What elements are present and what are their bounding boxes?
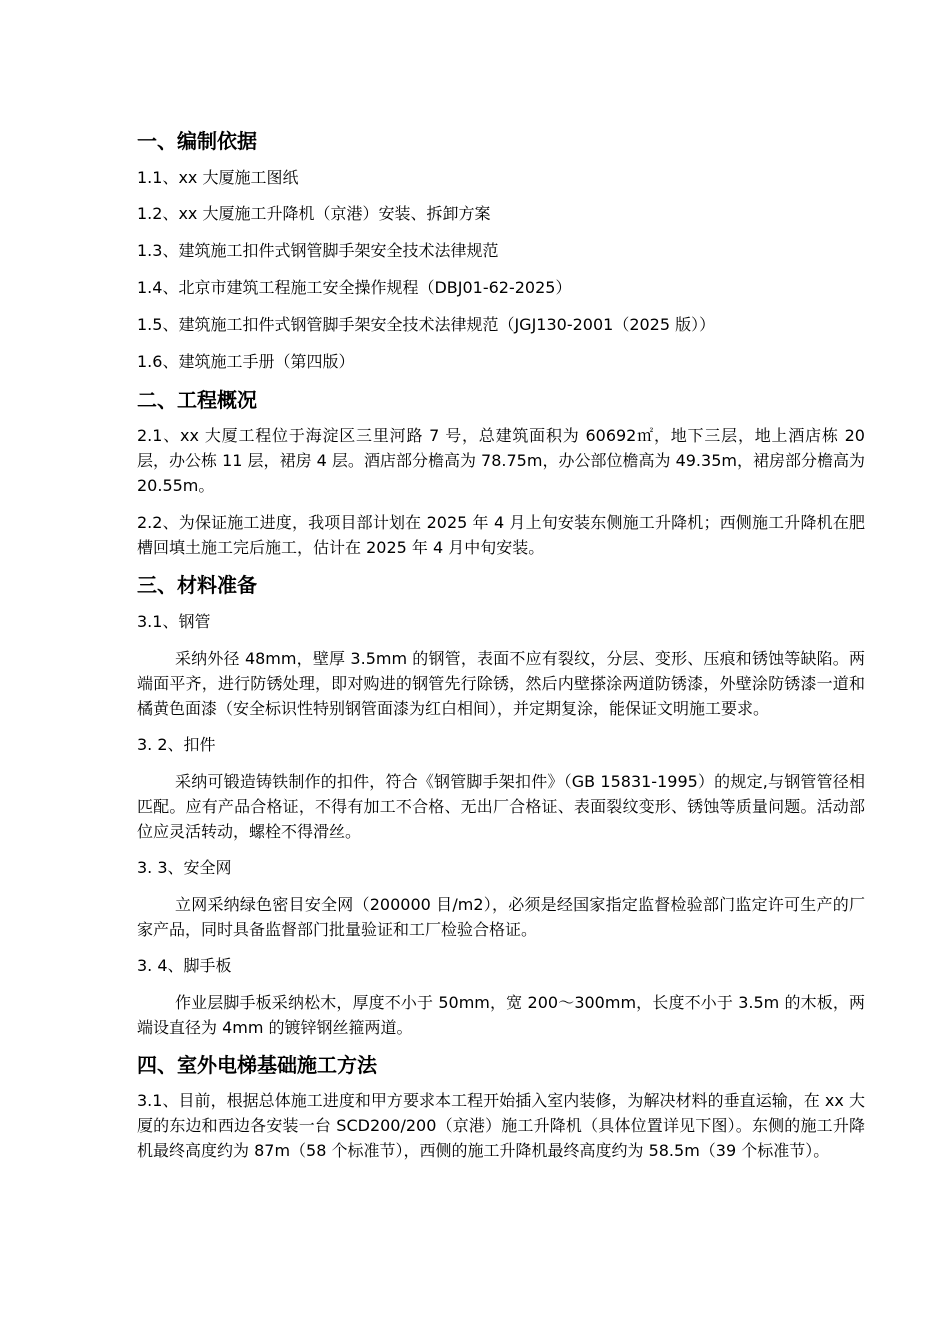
list-item: 1.1、xx 大厦施工图纸 xyxy=(137,168,299,187)
list-item: 1.5、建筑施工扣件式钢管脚手架安全技术法律规范（JGJ130-2001（2025 版）） xyxy=(137,315,716,334)
paragraph: 作业层脚手板采纳松木，厚度不小于 50mm，宽 200～300mm，长度不小于 3.5m 的木板，两端设直径为 4mm 的镀锌钢丝箍两道。 xyxy=(137,993,865,1037)
section-heading-basis: 一、编制依据 xyxy=(137,129,257,153)
paragraph: 2.2、为保证施工进度，我项目部计划在 2025 年 4 月上旬安装东侧施工升降机；西侧施工升降机在肥槽回填土施工完后施工，估计在 2025 年 4 月中旬安装。 xyxy=(137,513,865,557)
section-heading-overview: 二、工程概况 xyxy=(137,388,257,412)
paragraph: 3.1、目前，根据总体施工进度和甲方要求本工程开始插入室内装修，为解决材料的垂直运输，在 xx 大厦的东边和西边各安装一台 SCD200/200（京港）施工升降机（具体位置详见下图）。东侧的施工升降机最终高度约为 87m（58 个标准节），西侧的施工升降机最终高度约为 58.5m（39 个标准节）。 xyxy=(137,1091,865,1160)
document-page xyxy=(137,128,865,1163)
paragraph: 立网采纳绿色密目安全网（200000 目/m2），必须是经国家指定监督检验部门监定许可生产的厂家产品，同时具备监督部门批量验证和工厂检验合格证。 xyxy=(137,895,865,939)
list-item: 1.6、建筑施工手册（第四版） xyxy=(137,352,355,371)
list-item: 1.4、北京市建筑工程施工安全操作规程（DBJ01-62-2025） xyxy=(137,278,572,297)
section-heading-materials: 三、材料准备 xyxy=(137,573,257,597)
paragraph: 2.1、xx 大厦工程位于海淀区三里河路 7 号，总建筑面积为 60692㎡，地下三层，地上酒店栋 20 层，办公栋 11 层，裙房 4 层。酒店部分檐高为 78.75m，办公部位檐高为 49.35m，裙房部分檐高为 20.55m。 xyxy=(137,426,865,495)
subsection-title: 3. 2、扣件 xyxy=(137,735,216,754)
paragraph: 采纳外径 48mm，壁厚 3.5mm 的钢管，表面不应有裂纹，分层、变形、压痕和锈蚀等缺陷。两端面平齐，进行防锈处理，即对购进的钢管先行除锈，然后内壁搽涂两道防锈漆，外壁涂防锈漆一道和橘黄色面漆（安全标识性特别钢管面漆为红白相间），并定期复涂，能保证文明施工要求。 xyxy=(137,649,865,718)
section-heading-foundation: 四、室外电梯基础施工方法 xyxy=(137,1053,377,1077)
subsection-title: 3. 3、安全网 xyxy=(137,858,232,877)
subsection-title: 3.1、钢管 xyxy=(137,612,211,631)
list-item: 1.2、xx 大厦施工升降机（京港）安装、拆卸方案 xyxy=(137,204,491,223)
subsection-title: 3. 4、脚手板 xyxy=(137,956,232,975)
paragraph: 采纳可锻造铸铁制作的扣件，符合《钢管脚手架扣件》（GB 15831-1995）的规定,与钢管管径相匹配。应有产品合格证，不得有加工不合格、无出厂合格证、表面裂纹变形、锈蚀等质量问题。活动部位应灵活转动，螺栓不得滑丝。 xyxy=(137,772,865,841)
list-item: 1.3、建筑施工扣件式钢管脚手架安全技术法律规范 xyxy=(137,241,499,260)
